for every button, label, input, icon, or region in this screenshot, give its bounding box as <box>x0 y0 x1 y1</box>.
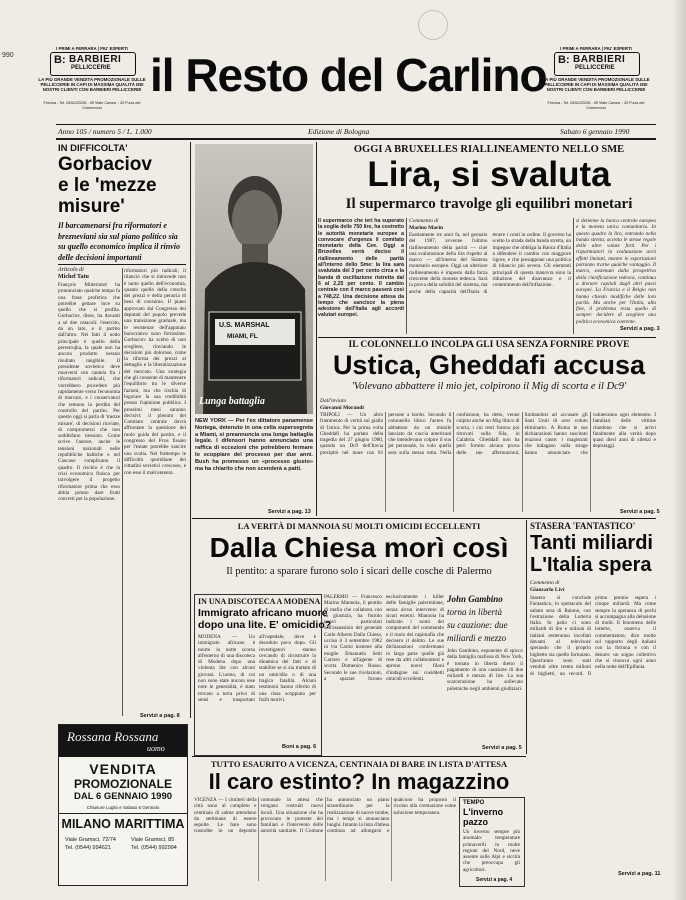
ad-address-1: Viale Gramsci, 72/74 <box>65 837 116 843</box>
ad-headline-1: VENDITA <box>89 761 157 777</box>
brand-name: BARBIERI <box>573 54 626 65</box>
page-edge <box>672 0 686 900</box>
tempo-continue[interactable]: Servizi a pag. 4 <box>476 877 513 883</box>
noriega-portrait <box>195 144 313 414</box>
barbieri-ad-right[interactable] <box>540 46 652 120</box>
modena-headline-1[interactable]: Immigrato africano muore <box>198 607 328 619</box>
lira-lead: Il supermarco che ieri ha superato la soglia delle 750 lire, ha costretto le autorità monetarie europee a convocare d'urgenza il comitato monetario della Cee. Oggi a Bruxelles verrà deciso il riallineamento delle parità all'interno dello Sme: la lira sarà svalutata del 3 per cento circa e la banda di oscillazione ristretta dal 6 al 2,25 per cento. Il cambio centrale con il marco passerà così a 748,22. Una decisione attesa da tempo che sancisce la piena adesione dell'Italia agli accordi valutari europei. <box>318 218 404 319</box>
gambino-sidebar <box>447 594 523 752</box>
brand-sub: PELLICCERIE <box>575 65 615 71</box>
noriega-continue[interactable]: Servizi a pag. 13 <box>268 509 311 515</box>
miliardi-headline-2[interactable]: L'Italia spera <box>530 554 652 576</box>
ad-headline-2: PROMOZIONALE <box>74 777 172 791</box>
lira-right-body: si detienne la banca centrale europea e la moneta unica comunitaria. In questo quadro la lira, entrando nella banda stretta, accetta le stesse regole delle altre valute forti. Per i risparmiatori la svalutazione avrà effetti limitati, mentre le esportazioni potranno trarne qualche vantaggio. Il marco, sostenuto dalla prospettiva della riunificazione tedesca, continua a drenare capitali dagli altri paesi europei. La Francia e il Belgio non hanno chiesto modifiche delle loro parità. Ma anche per l'Italia, alla fine, il problema resta quello di sempre: decidere di scegliere una politica economica coerente. <box>576 218 656 324</box>
column-rule <box>316 142 317 516</box>
ustica-headline[interactable]: Ustica, Gheddafi accusa <box>332 350 646 380</box>
lira-kicker: OGGI A BRUXELLES RIALLINEAMENTO NELLO SME <box>353 144 625 155</box>
caro-estinto-kicker: TUTTO ESAURITO A VICENZA, CENTINAIA DI BARE IN LISTA D'ATTESA <box>210 759 508 769</box>
ad-address: Ferrara - Tel. 0532/22226 - 05 Viale Cavour - 20 P.zza del Commercio <box>43 101 141 110</box>
ad-city: MILANO MARITTIMA <box>61 817 185 831</box>
ad-top-line: I PRIMI A FERRARA | PIU' ESPERTI <box>560 46 632 51</box>
rossana-brand: Rossana Rossana <box>67 729 159 744</box>
gorbaciov-divider <box>58 264 186 265</box>
ad-phone-1: Tel. (0544) 994621 <box>65 845 111 851</box>
ustica-kicker: IL COLONNELLO INCOLPA GLI USA SENZA FORNIRE PROVE <box>348 340 630 350</box>
gorbaciov-body-2: riformatori più radicali, il rilancio che si intravede non è tanto quello dell'economia, quanto quello della crescita dei prezzi e della penuria di beni di consumo. Il piano approvato dal Congresso dei deputati del popolo prevede una transizione graduale, ma le resistenze dell'apparato burocratico sono fortissime. Gorbaciov ha scelto di non scegliere, rinviando le decisioni più dolorose, come la riforma dei prezzi al dettaglio e la liberalizzazione del mercato. Una strategia che gli consente di mantenere l'equilibrio tra le diverse fazioni, ma che rischia di logorare la sua credibilità presso l'opinione pubblica. I prossimi mesi saranno decisivi: il plenum del Comitato centrale dovrà affrontare la questione del ruolo guida del partito, e il congresso del Pcus fissato per l'estate potrebbe sancire una svolta. Nel frattempo le difficoltà quotidiane dei cittadini sovietici crescono, e con esse il malcontento. <box>124 268 186 476</box>
dallachiesa-body: PALERMO — Francesco Marino Mannoia, il pentito di mafia che collabora con la giustizia, ha fornito nuovi particolari sull'assassinio del generale Carlo Alberto Dalla Chiesa, ucciso il 3 settembre 1982 in via Carini insieme alla moglie Emanuela Setti Carraro e all'agente di scorta Domenico Russo. Secondo le sue rivelazioni, a sparare furono esclusivamente i killer delle famiglie palermitane, senza alcun intervento di sicari esterni. Mannoia ha indicato i nomi dei componenti del commando e il ruolo dei capimafia che decisero il delitto. Le sue dichiarazioni confermano in larga parte quelle già rese da altri collaboratori e aprono nuovi filoni d'indagine sui cosiddetti omicidi eccellenti. <box>324 594 444 682</box>
miliardi-headline-1[interactable]: Tanti miliardi <box>530 532 653 554</box>
b-mark-icon: B: <box>558 54 570 66</box>
gambino-title-3: su cauzione: due <box>447 620 508 630</box>
dallachiesa-kicker: LA VERITÀ DI MANNOIA SU MOLTI OMICIDI ECCELLENTI <box>237 521 481 531</box>
issue-info: Anno 105 / numero 5 / L. 1.000 <box>58 127 152 136</box>
miliardi-comment-author: Giancarlo Livi <box>530 587 565 593</box>
issue-date: Sabato 6 gennaio 1990 <box>560 127 630 136</box>
miliardi-kicker: STASERA 'FANTASTICO' <box>530 521 636 531</box>
miliardi-continue[interactable]: Servizi a pag. 11 <box>618 871 661 877</box>
column-rule <box>122 268 123 716</box>
gambino-title-1: John Gambino <box>447 594 503 604</box>
column-rule <box>573 218 574 334</box>
modena-body: MODENA — Un immigrato africano è morto la notte scorsa all'esterno di una discoteca di Modena dopo una violenta lite con alcuni giovani. L'uomo, di cui non sono state ancora rese note le generalità, è stato trovato a terra privo di sensi e trasportato all'ospedale, dove è deceduto poco dopo. Gli investigatori stanno cercando di ricostruire la dinamica dei fatti e di stabilire se si sia trattato di un omicidio o di una tragica fatalità. Alcuni testimoni hanno riferito di una rissa scoppiata per futili motivi. <box>198 634 316 703</box>
rossana-ad[interactable] <box>58 724 188 886</box>
gorbaciov-body-1: François Mitterrand ha pronunciato qualche tempo fa una frase profetica che potrebbe gettare luce su quello che si profila. Gorbaciov, disse, ha davanti a sé due ostacoli: l'esercito, da un lato, e il partito dall'altro. Nei fatti il nodo principale è quello della perestrojka, la quale non ha ancora prodotto nessun risultato tangibile. Il presidente sovietico deve muoversi con cautela fra i riformatori radicali, che vorrebbero procedere più rapidamente verso l'economia di mercato, e i conservatori che temono la perdita del controllo del partito. Per questo oggi si parla di 'mezze misure', di decisioni rinviate, di compromessi che non soddisfano nessuno. Come scrive l'autore, anche le tensioni nazionali nelle repubbliche baltiche e nel Caucaso complicano il quadro. Il rischio è che la crisi economica finisca per travolgere il progetto riformatore prima che esso abbia potuto dare frutti concreti per la popolazione. <box>58 282 120 503</box>
archive-seal-icon <box>418 10 448 40</box>
caro-estinto-body: VICENZA — I cimiteri della città sono al completo e centinaia di salme attendono da settimane di essere sepolte. Le bare sono custodite in un deposito comunale in attesa che vengano costruiti nuovi loculi. Una situazione che ha provocato le proteste dei familiari e l'intervento delle autorità sanitarie. Il Comune ha annunciato un piano straordinario per la realizzazione di nuove tombe, ma i tempi si annunciano lunghi. Intanto la lista d'attesa continua ad allungarsi e qualcuno ha proposto il ricorso alla cremazione come soluzione temporanea. <box>194 797 456 835</box>
ad-headline-3: DAL 6 GENNAIO 1990 <box>73 791 173 802</box>
placard-line-2: MIAMI, FL <box>227 333 258 340</box>
brand-name: BARBIERI <box>69 54 122 65</box>
ustica-body: TRIPOLI — Un altro frammento di verità sul giallo di Ustica. Per la prima volta Gheddafi ha parlato della tragedia del 27 giugno 1980, quando un Dc9 dell'Itavia precipitò nel mare con 81 persone a bordo. Secondo il colonnello libico l'aereo fu abbattuto da un missile lanciato da caccia americani che intendevano colpire il suo jet personale, in volo quella sera sulla stessa rotta. Nella confusione, ha detto, venne colpito anche un Mig libico di scorta, i cui resti furono poi ritrovati sulla Sila, in Calabria. Gheddafi non ha però fornito alcuna prova delle sue affermazioni, limitandosi ad accusare gli Stati Uniti di aver voluto eliminarlo. A Roma le sue dichiarazioni hanno suscitato reazioni caute: i magistrati che indagano sulla strage hanno annunciato che valuteranno ogni elemento. I familiari delle vittime chiedono che si arrivi finalmente alla verità dopo quasi dieci anni di silenzi e depistaggi. <box>320 412 656 456</box>
ustica-continue[interactable]: Servizi a pag. 5 <box>620 509 660 515</box>
rossana-brand-sub: uomo <box>147 744 165 753</box>
gorbaciov-kicker: IN DIFFICOLTA' <box>58 143 128 154</box>
column-rule <box>526 520 527 754</box>
dateline-rule-bottom <box>56 138 656 140</box>
photo-caption-title: Lunga battaglia <box>199 396 265 407</box>
section-rule <box>318 337 656 338</box>
noriega-photo <box>195 144 313 414</box>
placard-line-1: U.S. MARSHAL <box>219 322 270 329</box>
gorbaciov-headline-3[interactable]: misure' <box>58 196 125 217</box>
lira-continue[interactable]: Servizi a pag. 3 <box>620 326 660 332</box>
modena-kicker: IN UNA DISCOTECA A MODENA <box>198 597 321 606</box>
ustica-dateline-label: Dall'inviato <box>320 398 347 404</box>
page-margin-number: 990 <box>2 52 14 59</box>
ad-blurb: LA PIÙ GRANDE VENDITA PROMOZIONALE SULLE PELLICCERIE IN CAPI DI MASSIMA QUALITÀ DEI NOSTRI CLIENTI CON BARBIERI PELLICCERIE <box>38 77 146 92</box>
tempo-body: Un inverno sempre più anomalo: temperature primaverili in molte regioni del Nord, neve assente sulle Alpi e siccità che preoccupa gli agricoltori. <box>463 829 520 873</box>
noriega-caption-text: NEW YORK — Per l'ex dittatore panamense Noriega, detenuto in una cella supersegreta a Miami, si preannuncia una lunga battaglia legale. I difensori hanno annunciato una raffica di eccezioni che potrebbero fermare lo scoppiare del processo per due anni. Bush ha promesso un «processo giusto» ma ha chiarito che non scenderà a patti. <box>195 418 313 472</box>
ustica-dateline-name: Giovanni Morandi <box>320 405 364 411</box>
gambino-title-2: torna in libertà <box>447 607 503 617</box>
miliardi-comment-label: Commento di <box>530 580 560 586</box>
tempo-title-1[interactable]: L'inverno <box>463 807 504 817</box>
lira-headline[interactable]: Lira, si svaluta <box>367 155 611 194</box>
barbieri-ad-left[interactable] <box>36 46 148 120</box>
ad-top-line: I PRIMI A FERRARA | PIU' ESPERTI <box>56 46 128 51</box>
miliardi-body: Stasera si conclude Fantastico, lo spettacolo del sabato sera di Raiuno, con l'estrazione della Lotteria Italia. In palio ci sono miliardi di lire e milioni di italiani resteranno incollati davanti al televisore sperando che il proprio biglietto sia quello fortunato. Quest'anno sono stati venduti oltre trenta milioni di biglietti, un record. Il primo premio supera i cinque miliardi. Ma come sempre la speranza di pochi si accompagna alla delusione di molti. Il fenomeno delle lotterie, osserva il commentatore, dice molto sul rapporto degli italiani con la fortuna e con il denaro: un sogno collettivo che si rinnova ogni anno nella notte dell'Epifania. <box>530 595 656 677</box>
barbieri-logo <box>554 52 640 76</box>
gambino-body: John Gambino, esponente di spicco della famiglia mafiosa di New York, è tornato in libertà dietro il pagamento di una cauzione di due miliardi e mezzo di lire. La sua scarcerazione ha sollevato polemiche negli ambienti giudiziari. <box>447 648 523 692</box>
modena-continue[interactable]: Boni a pag. 6 <box>282 744 317 750</box>
gorbaciov-deck: Il barcamenarsi fra riformatori e brezneviani sia sul piano politico sia su quello economico implica il rinvio delle decisioni importanti <box>58 221 180 262</box>
section-rule <box>192 518 656 519</box>
gorbaciov-byline-name: Michel Tatu <box>58 274 89 280</box>
gorbaciov-continue[interactable]: Servizi a pag. 8 <box>140 713 180 719</box>
ad-phone-2: Tel. (0544) 992994 <box>131 845 177 851</box>
column-rule <box>190 142 191 718</box>
tempo-label: TEMPO <box>463 800 485 806</box>
tempo-title-2[interactable]: pazzo <box>463 817 489 827</box>
masthead-title: il Resto del Carlino <box>150 49 547 101</box>
column-rule <box>406 218 407 334</box>
modena-headline-2[interactable]: dopo una lite. E' omicidio? <box>198 619 332 631</box>
ad-address-2: Viale Gramsci, 85 <box>131 837 175 843</box>
lira-comment-author: Marino Marin <box>409 225 444 231</box>
dallachiesa-subhead: Il pentito: a sparare furono solo i sicari delle cosche di Palermo <box>226 566 492 577</box>
dateline-rule-top <box>56 124 656 125</box>
brand-sub: PELLICCERIE <box>71 65 111 71</box>
dallachiesa-continue[interactable]: Servizi a pag. 5 <box>482 745 522 751</box>
barbieri-logo <box>50 52 136 76</box>
gorbaciov-headline-2[interactable]: e le 'mezze <box>58 175 157 196</box>
gorbaciov-headline-1[interactable]: Gorbaciov <box>58 154 152 175</box>
edition: Edizione di Bologna <box>308 127 370 136</box>
lira-comment-body: Esattamente tre anni fa, nel gennaio del 1987, avvenne l'ultimo riallineamento della parità — cioè una svalutazione della lira rispetto al marco — all'interno del Sistema monetario europeo. Oggi un ulteriore riallineamento è imposto dalla forza crescente della moneta tedesca. Sarà la prova della solidità del sistema, ma anche della capacità dell'Italia di tenere i conti in ordine. Il governo ha scelto la strada della banda stretta, un impegno che obbliga la Banca d'Italia a difendere il cambio con maggiore rigore, e che presuppone una politica di bilancio più severa. Gli elementi principali di questa manovra sono la riduzione del disavanzo e il contenimento dell'inflazione. <box>409 232 571 295</box>
b-mark-icon: B: <box>54 54 66 66</box>
ad-blurb: LA PIÙ GRANDE VENDITA PROMOZIONALE SULLE PELLICCERIE IN CAPI DI MASSIMA QUALITÀ DEI NOSTRI CLIENTI CON BARBIERI PELLICCERIE <box>542 77 650 92</box>
dallachiesa-headline[interactable]: Dalla Chiesa morì così <box>209 532 509 563</box>
section-rule <box>192 756 526 757</box>
ad-address: Ferrara - Tel. 0532/22226 - 05 Viale Cavour - 20 P.zza del Commercio <box>547 101 645 110</box>
ustica-subhead: 'Volevano abbattere il mio jet, colpirono il Mig di scorta e il Dc9' <box>351 381 627 392</box>
ad-divider <box>59 813 187 814</box>
gambino-title-4: miliardi e mezzo <box>447 633 507 643</box>
gorbaciov-byline-label: Articolo di <box>58 267 84 273</box>
ad-note: Chiusure Luglio e Sabato 6 Gennaio <box>86 805 160 810</box>
lira-comment-label: Commento di <box>409 218 439 224</box>
caro-estinto-headline[interactable]: Il caro estinto? In magazzino <box>208 769 510 794</box>
lira-subhead: Il supermarco travolge gli equilibri monetari <box>345 196 633 212</box>
